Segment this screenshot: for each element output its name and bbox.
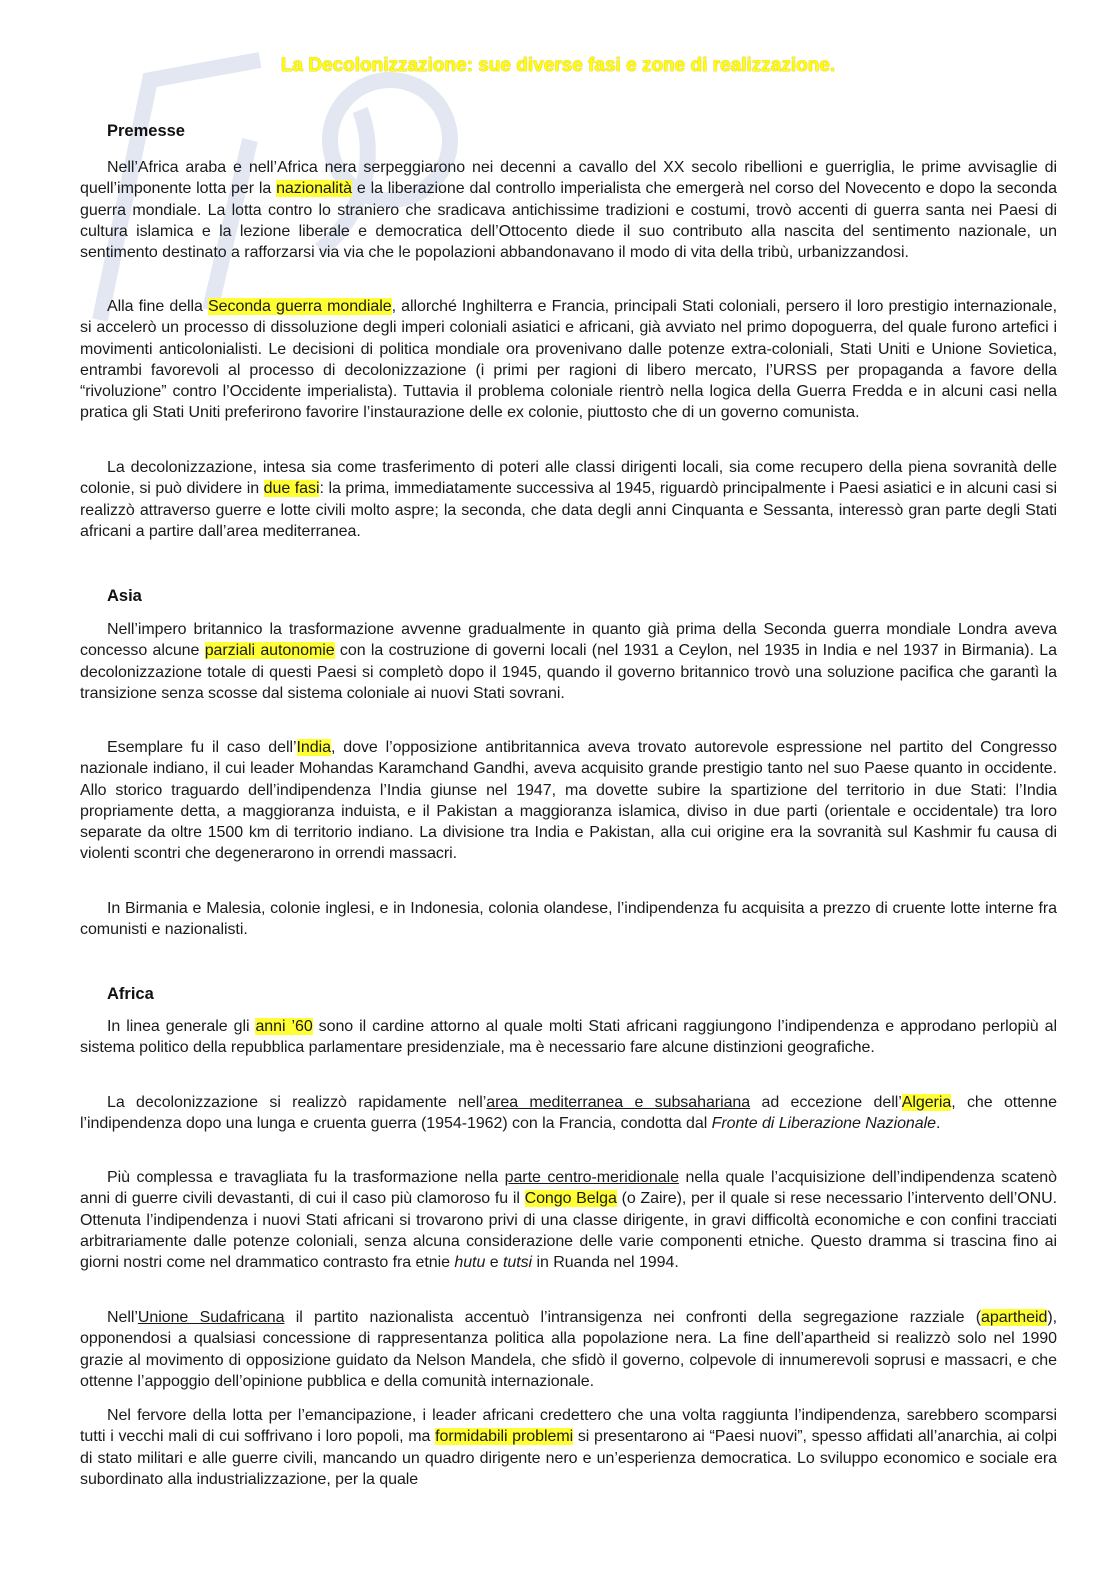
paragraph-asia-1: Nell’impero britannico la trasformazione avvenne gradualmente in quanto già prima della Seconda guerra mondiale Londra aveva concesso alcune parziali autonomie con la costruzione di governi locali (nel 1931 a Ceylon, nel 1935 in India e nel 1937 in Birmania). La decolonizzazione totale di questi Paesi si completò dopo il 1945, quando il governo britannico trovò una soluzione pacifica che garantì la transizione senza scosse dal sistema coloniale ai nuovi Stati sovrani. — [80, 621, 1057, 702]
paragraph-africa-4: Nell’Unione Sudafricana il partito nazionalista accentuò l’intransigenza nei confronti della segregazione razziale (apartheid), opponendosi a qualsiasi concessione di rappresentanza politica alla popolazione nera. La fine dell’apartheid si realizzò solo nel 1990 grazie al movimento di opposizione guidato da Nelson Mandela, che sfidò il governo, colpevole di innumerevoli soprusi e massacri, e che ottenne l’appoggio dell’opinione pubblica e della comunità internazionale. — [80, 1309, 1058, 1390]
paragraph-africa-5: Nel fervore della lotta per l’emancipazione, i leader africani credettero che una volta raggiunta l’indipendenza, sarebbero scomparsi tutti i vecchi mali di cui soffrivano i loro popoli, ma formidabili problemi si presentarono ai “Paesi nuovi”, spesso affidati all’anarchia, ai colpi di stato militari e alle guerre civili, mancando un quadro dirigente nero e un’esperienza democratica. Lo sviluppo economico e sociale era subordinato alla industrializzazione, per la quale — [80, 1407, 1057, 1488]
section-heading-premesse: Premesse — [107, 122, 185, 140]
paragraph-asia-3: In Birmania e Malesia, colonie inglesi, e in Indonesia, colonia olandese, l’indipendenza fu acquisita a prezzo di cruente lotte interne fra comunisti e nazionalisti. — [80, 900, 1057, 939]
paragraph-premesse-2: Alla fine della Seconda guerra mondiale, allorché Inghilterra e Francia, principali Stati coloniali, persero il loro prestigio internazionale, si accelerò un processo di dissoluzione degli imperi coloniali asiatici e africani, già avviato nel primo dopoguerra, del quale furono artefici i movimenti anticolonialisti. Le decisioni di politica mondiale ora provenivano dalle potenze extra-coloniali, Stati Uniti e Unione Sovietica, entrambi favorevoli al processo di decolonizzazione (i primi per ragioni di libero mercato, l’URSS per propaganda a favore della “rivoluzione” contro l’Occidente imperialista). Tuttavia il problema coloniale rientrò nella logica della Guerra Fredda e in alcuni casi nella pratica gli Stati Uniti preferirono favorire l’instaurazione delle ex colonie, piuttosto che di un governo comunista. — [80, 298, 1058, 422]
document-title: La Decolonizzazione: sue diverse fasi e zone di realizzazione. — [280, 55, 836, 76]
section-heading-asia: Asia — [107, 587, 142, 605]
paragraph-premesse-1: Nell’Africa araba e nell’Africa nera serpeggiarono nei decenni a cavallo del XX secolo ribellioni e guerriglia, le prime avvisaglie di quell’imponente lotta per la nazionalità e la liberazione dal controllo imperialista che emergerà nel corso del Novecento e dopo la seconda guerra mondiale. La lotta contro lo straniero che sradicava antichissime tradizioni e costumi, trovò accenti di guerra santa nei Paesi di cultura islamica e la lezione liberale e democratica dell’Ottocento diede il suo contributo alla nascita del sentimento nazionale, un sentimento destinato a rafforzarsi via via che le popolazioni abbandonavano il modo di vita della tribù, urbanizzandosi. — [80, 159, 1057, 262]
paragraph-africa-2: La decolonizzazione si realizzò rapidamente nell’area mediterranea e subsahariana ad eccezione dell’Algeria, che ottenne l’indipendenza dopo una lunga e cruenta guerra (1954-1962) con la Francia, condotta dal Fronte di Liberazione Nazionale. — [80, 1094, 1057, 1133]
paragraph-africa-1: In linea generale gli anni ’60 sono il cardine attorno al quale molti Stati africani raggiungono l’indipendenza e approdano perlopiù al sistema politico della repubblica parlamentare presidenziale, ma è necessario fare alcune distinzioni geografiche. — [80, 1018, 1057, 1057]
paragraph-africa-3: Più complessa e travagliata fu la trasformazione nella parte centro-meridionale nella quale l’acquisizione dell’indipendenza scatenò anni di guerre civili devastanti, di cui il caso più clamoroso fu il Congo Belga (o Zaire), per il quale si rese necessario l’intervento dell’ONU. Ottenuta l’indipendenza i nuovi Stati africani si trovarono privi di una classe dirigente, in gravi difficoltà economiche e con confini tracciati arbitrariamente dalle potenze coloniali, senza alcuna considerazione delle varie componenti etniche. Questo dramma si trascina fino ai giorni nostri come nel drammatico contrasto fra etnie hutu e tutsi in Ruanda nel 1994. — [80, 1169, 1057, 1272]
section-heading-africa: Africa — [107, 985, 154, 1003]
paragraph-asia-2: Esemplare fu il caso dell’India, dove l’opposizione antibritannica aveva trovato autorevole espressione nel partito del Congresso nazionale indiano, il cui leader Mohandas Karamchand Gandhi, aveva acquisito grande prestigio tanto nel suo Paese quanto in occidente. Allo storico traguardo dell’indipendenza l’India giunse nel 1947, ma dovette subire la spartizione del territorio in due Stati: l’India propriamente detta, a maggioranza induista, e il Pakistan a maggioranza islamica, diviso in due parti (orientale e occidentale) tra loro separate da oltre 1500 km di territorio indiano. La divisione tra India e Pakistan, alla cui origine era la sovranità sul Kashmir fu causa di violenti scontri che degenerarono in orrendi massacri. — [80, 739, 1058, 863]
paragraph-premesse-3: La decolonizzazione, intesa sia come trasferimento di poteri alle classi dirigenti locali, sia come recupero della piena sovranità delle colonie, si può dividere in due fasi: la prima, immediatamente successiva al 1945, riguardò principalmente i Paesi asiatici e in alcuni casi si realizzò attraverso guerre e lotte civili molto aspre; la seconda, che data degli anni Cinquanta e Sessanta, interessò gran parte degli Stati africani a partire dall’area mediterranea. — [80, 459, 1057, 540]
